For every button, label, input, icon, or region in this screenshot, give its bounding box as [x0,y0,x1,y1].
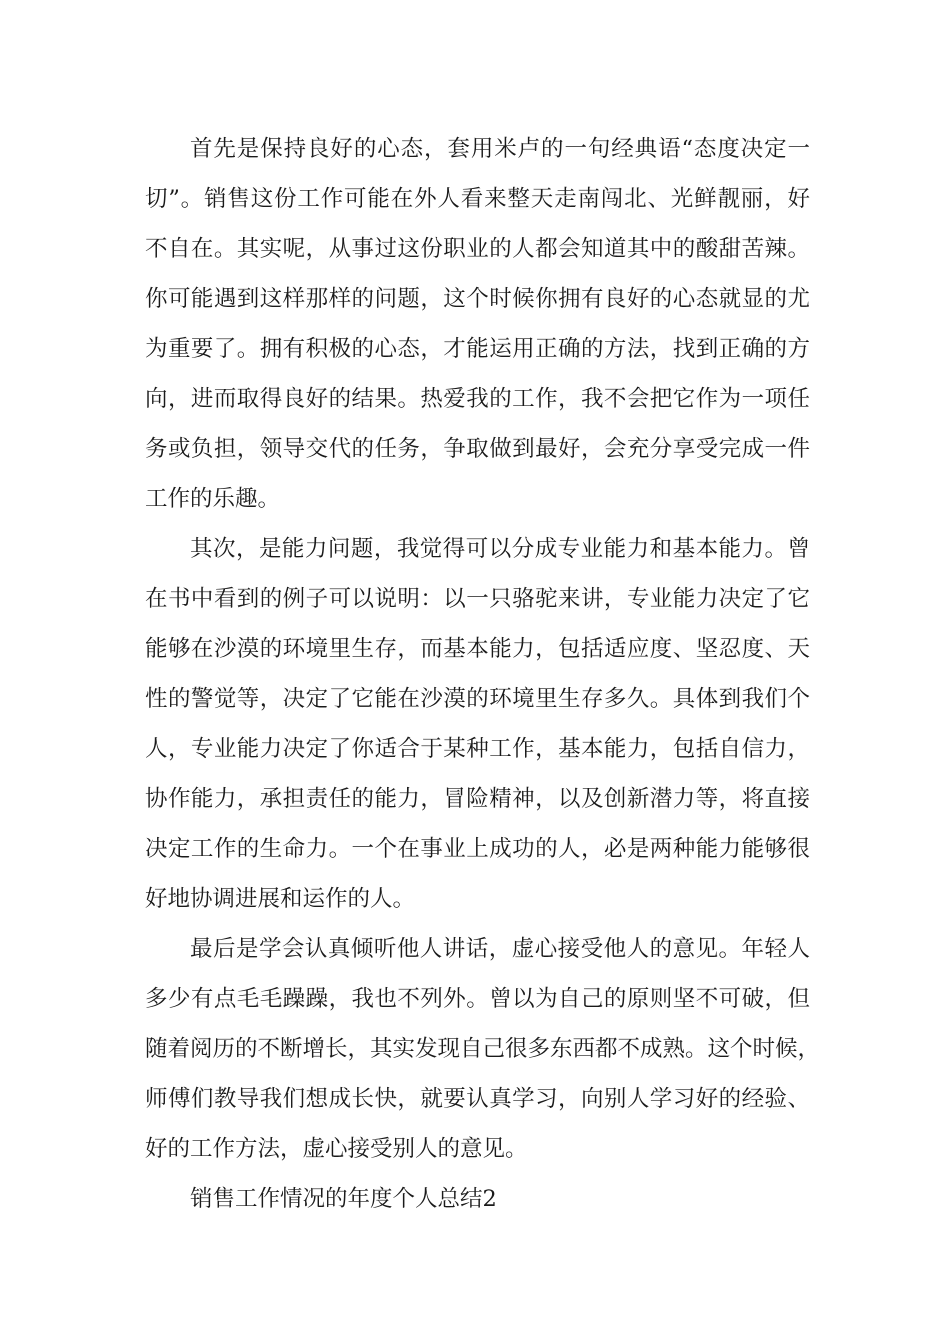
paragraph-line: 切”。销售这份工作可能在外人看来整天走南闯北、光鲜靓丽，好 [145,186,810,212]
paragraph-line: 好地协调进展和运作的人。 [145,886,416,912]
paragraph-line: 随着阅历的不断增长，其实发现自己很多东西都不成熟。这个时候， [145,1036,821,1062]
paragraph-line: 为重要了。拥有积极的心态，才能运用正确的方法，找到正确的方 [145,336,810,362]
paragraph-attitude [145,124,810,524]
paragraph-line: 决定工作的生命力。一个在事业上成功的人，必是两种能力能够很 [145,836,810,862]
paragraph-line: 多少有点毛毛躁躁，我也不列外。曾以为自己的原则坚不可破，但 [145,986,810,1012]
paragraph-line: 好的工作方法，虚心接受别人的意见。 [145,1136,528,1162]
paragraph-ability [145,524,810,924]
paragraph-line: 务或负担，领导交代的任务，争取做到最好，会充分享受完成一件 [145,436,810,462]
paragraph-line: 工作的乐趣。 [145,486,281,512]
paragraph-line: 在书中看到的例子可以说明：以一只骆驼来讲，专业能力决定了它 [145,586,810,612]
paragraph-line: 不自在。其实呢，从事过这份职业的人都会知道其中的酸甜苦辣。 [145,236,810,262]
paragraph-line: 最后是学会认真倾听他人讲话，虚心接受他人的意见。年轻人 [190,936,810,962]
section-heading-text: 销售工作情况的年度个人总结2 [190,1186,497,1212]
paragraph-line: 其次，是能力问题，我觉得可以分成专业能力和基本能力。曾 [190,536,810,562]
paragraph-line: 师傅们教导我们想成长快，就要认真学习，向别人学习好的经验、 [145,1086,810,1112]
paragraph-line: 能够在沙漠的环境里生存，而基本能力，包括适应度、坚忍度、天 [145,636,810,662]
paragraph-line: 你可能遇到这样那样的问题，这个时候你拥有良好的心态就显的尤 [145,286,810,312]
paragraph-line: 人，专业能力决定了你适合于某种工作，基本能力，包括自信力， [145,736,810,762]
paragraph-listening [145,924,821,1174]
document-body [145,124,821,1224]
paragraph-line: 协作能力，承担责任的能力，冒险精神，以及创新潜力等，将直接 [145,786,810,812]
paragraph-line: 性的警觉等，决定了它能在沙漠的环境里生存多久。具体到我们个 [145,686,810,712]
paragraph-line: 首先是保持良好的心态，套用米卢的一句经典语“态度决定一 [190,136,810,162]
paragraph-line: 向，进而取得良好的结果。热爱我的工作，我不会把它作为一项任 [145,386,810,412]
section-heading [145,1174,810,1224]
